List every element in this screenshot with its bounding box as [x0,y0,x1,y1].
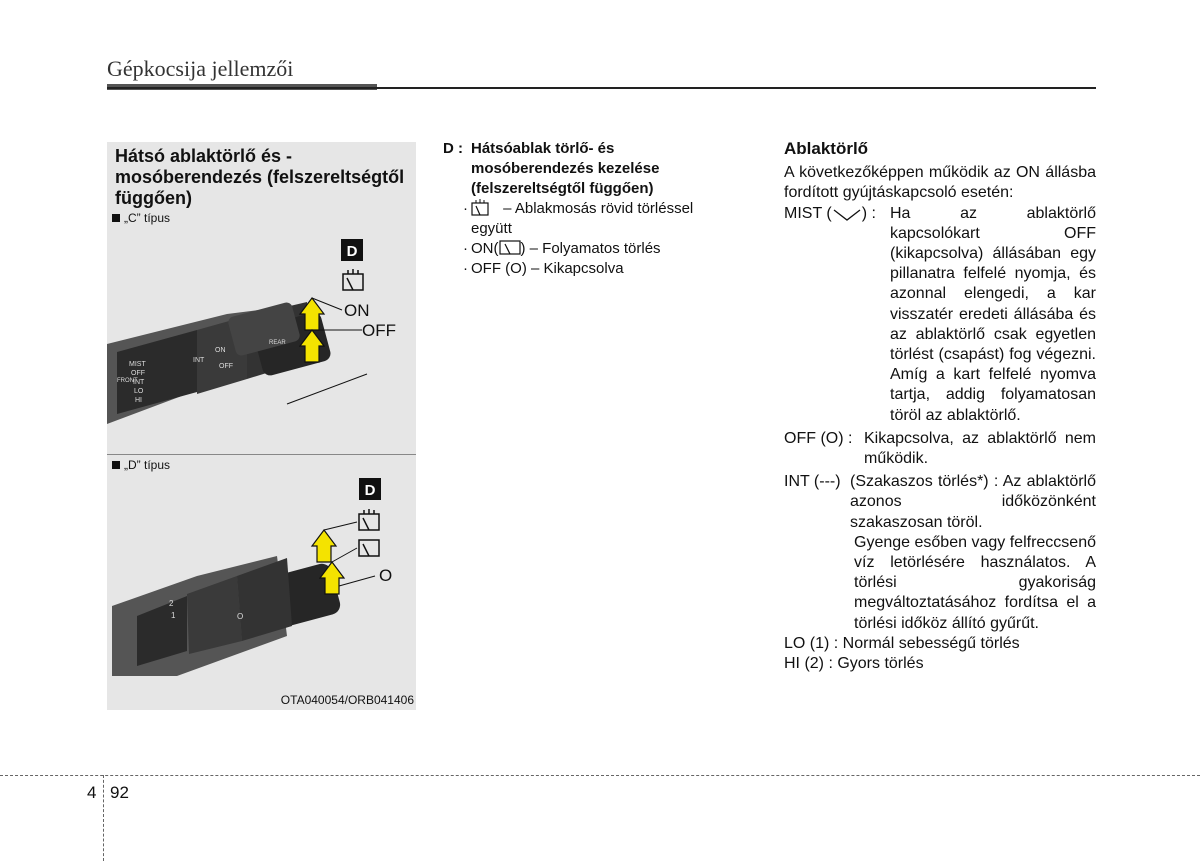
washer-icon [471,199,489,217]
list-item: · ON( ) – Folyamatos törlés [463,240,661,257]
svg-text:HI: HI [135,397,142,404]
wiper-icon-d [359,540,379,556]
section-title: Ablaktörlő [784,139,869,158]
mist-row: MIST ( ) : Ha az ablaktörlő kapcsolókart OFF (kikapcsolva) állásában egy pillanatra felfelé nyomja, és azonnal elengedi, a kar visszatér eredeti állásába és az ablaktörlő csak egyetlen törlést (csapást) fog végezni. Amíg a kart felfelé nyomva tartja, addig folyamatosan töröl az ablaktörlő. [784,204,1096,426]
svg-text:OFF: OFF [131,370,145,377]
page-header-title: Gépkocsija jellemzői [107,56,294,81]
footer-dashed-rule [0,775,1200,776]
svg-text:1: 1 [171,611,176,620]
type-d-label: „D” típus [112,458,170,472]
hi-row: HI (2) : Gyors törlés [784,655,924,673]
rear-wiper-operation [443,139,723,279]
svg-text:REAR: REAR [269,340,286,346]
header-rule [107,87,1096,89]
panel-divider [107,454,416,455]
svg-text:O: O [237,612,244,621]
int-row: INT (---) (Szakaszos törlés*) : Az ablaktörlő azonos időközönként szakaszosan töröl. [784,473,1096,531]
svg-text:O: O [379,566,393,585]
svg-text:OFF: OFF [362,321,396,340]
svg-text:ON: ON [215,347,226,354]
chapter-number: 4 [87,783,97,802]
mist-text: Ha az ablaktörlő kapcsolókart OFF (kikapcsolva) állásában egy pillanatra felfelé nyomja, és azonnal elengedi, a kar visszatér eredeti állásába és az ablaktörlő csak egyetlen törlést (csapást) fog végezni. Amíg a kart felfelé nyomva tartja, addig folyamatosan töröl az ablaktörlő. [890,204,1096,424]
mist-chevron-icon [832,208,862,222]
list-item: · – Ablakmosás rövid törléssel együtt [463,200,694,237]
type-d-stalk-figure [107,476,416,686]
off-row: OFF (O) : Kikapcsolva, az ablaktörlő nem működik. [784,429,1096,468]
d-label: D : [443,140,463,157]
svg-text:MIST: MIST [129,361,146,368]
lo-row: LO (1) : Normál sebességű törlés [784,634,1020,652]
svg-text:OFF: OFF [219,363,233,370]
wiper-icon [499,239,521,257]
type-c-stalk-figure [107,234,416,452]
int-extra-text: Gyenge esőben vagy felfreccsenő víz letörlésére használatos. A törlési gyakoriság megváltoztatásához fordítsa el a törlési időköz állító gyűrűt. [854,533,1096,632]
washer-icon-d [359,509,379,530]
wiper-description [784,139,1096,674]
illustration-panel [107,142,416,710]
svg-text:INT: INT [133,379,145,386]
svg-text:D: D [346,243,358,260]
footer-dashed-vertical [103,775,104,861]
svg-text:INT: INT [193,357,205,364]
page-number: 92 [110,783,129,802]
svg-text:FRONT: FRONT [117,378,138,384]
svg-text:LO: LO [134,388,144,395]
d-heading: Hátsóablak törlő- és mosóberendezés kezelése (felszereltségtől függően) [471,140,660,197]
panel-title: Hátsó ablaktörlő és - mosóberendezés (felszereltségtől függően) [115,146,405,208]
type-c-label: „C” típus [112,211,170,225]
svg-text:2: 2 [169,599,174,608]
list-item: · OFF (O) – Kikapcsolva [463,260,624,277]
intro-text: A következőképpen működik az ON állásba fordított gyújtáskapcsoló esetén: [784,164,1096,202]
svg-text:ON: ON [344,301,370,320]
figure-code: OTA040054/ORB041406 [280,693,414,707]
washer-icon-c [343,269,363,290]
up-arrow-d1 [312,530,336,562]
svg-text:D: D [364,482,376,499]
